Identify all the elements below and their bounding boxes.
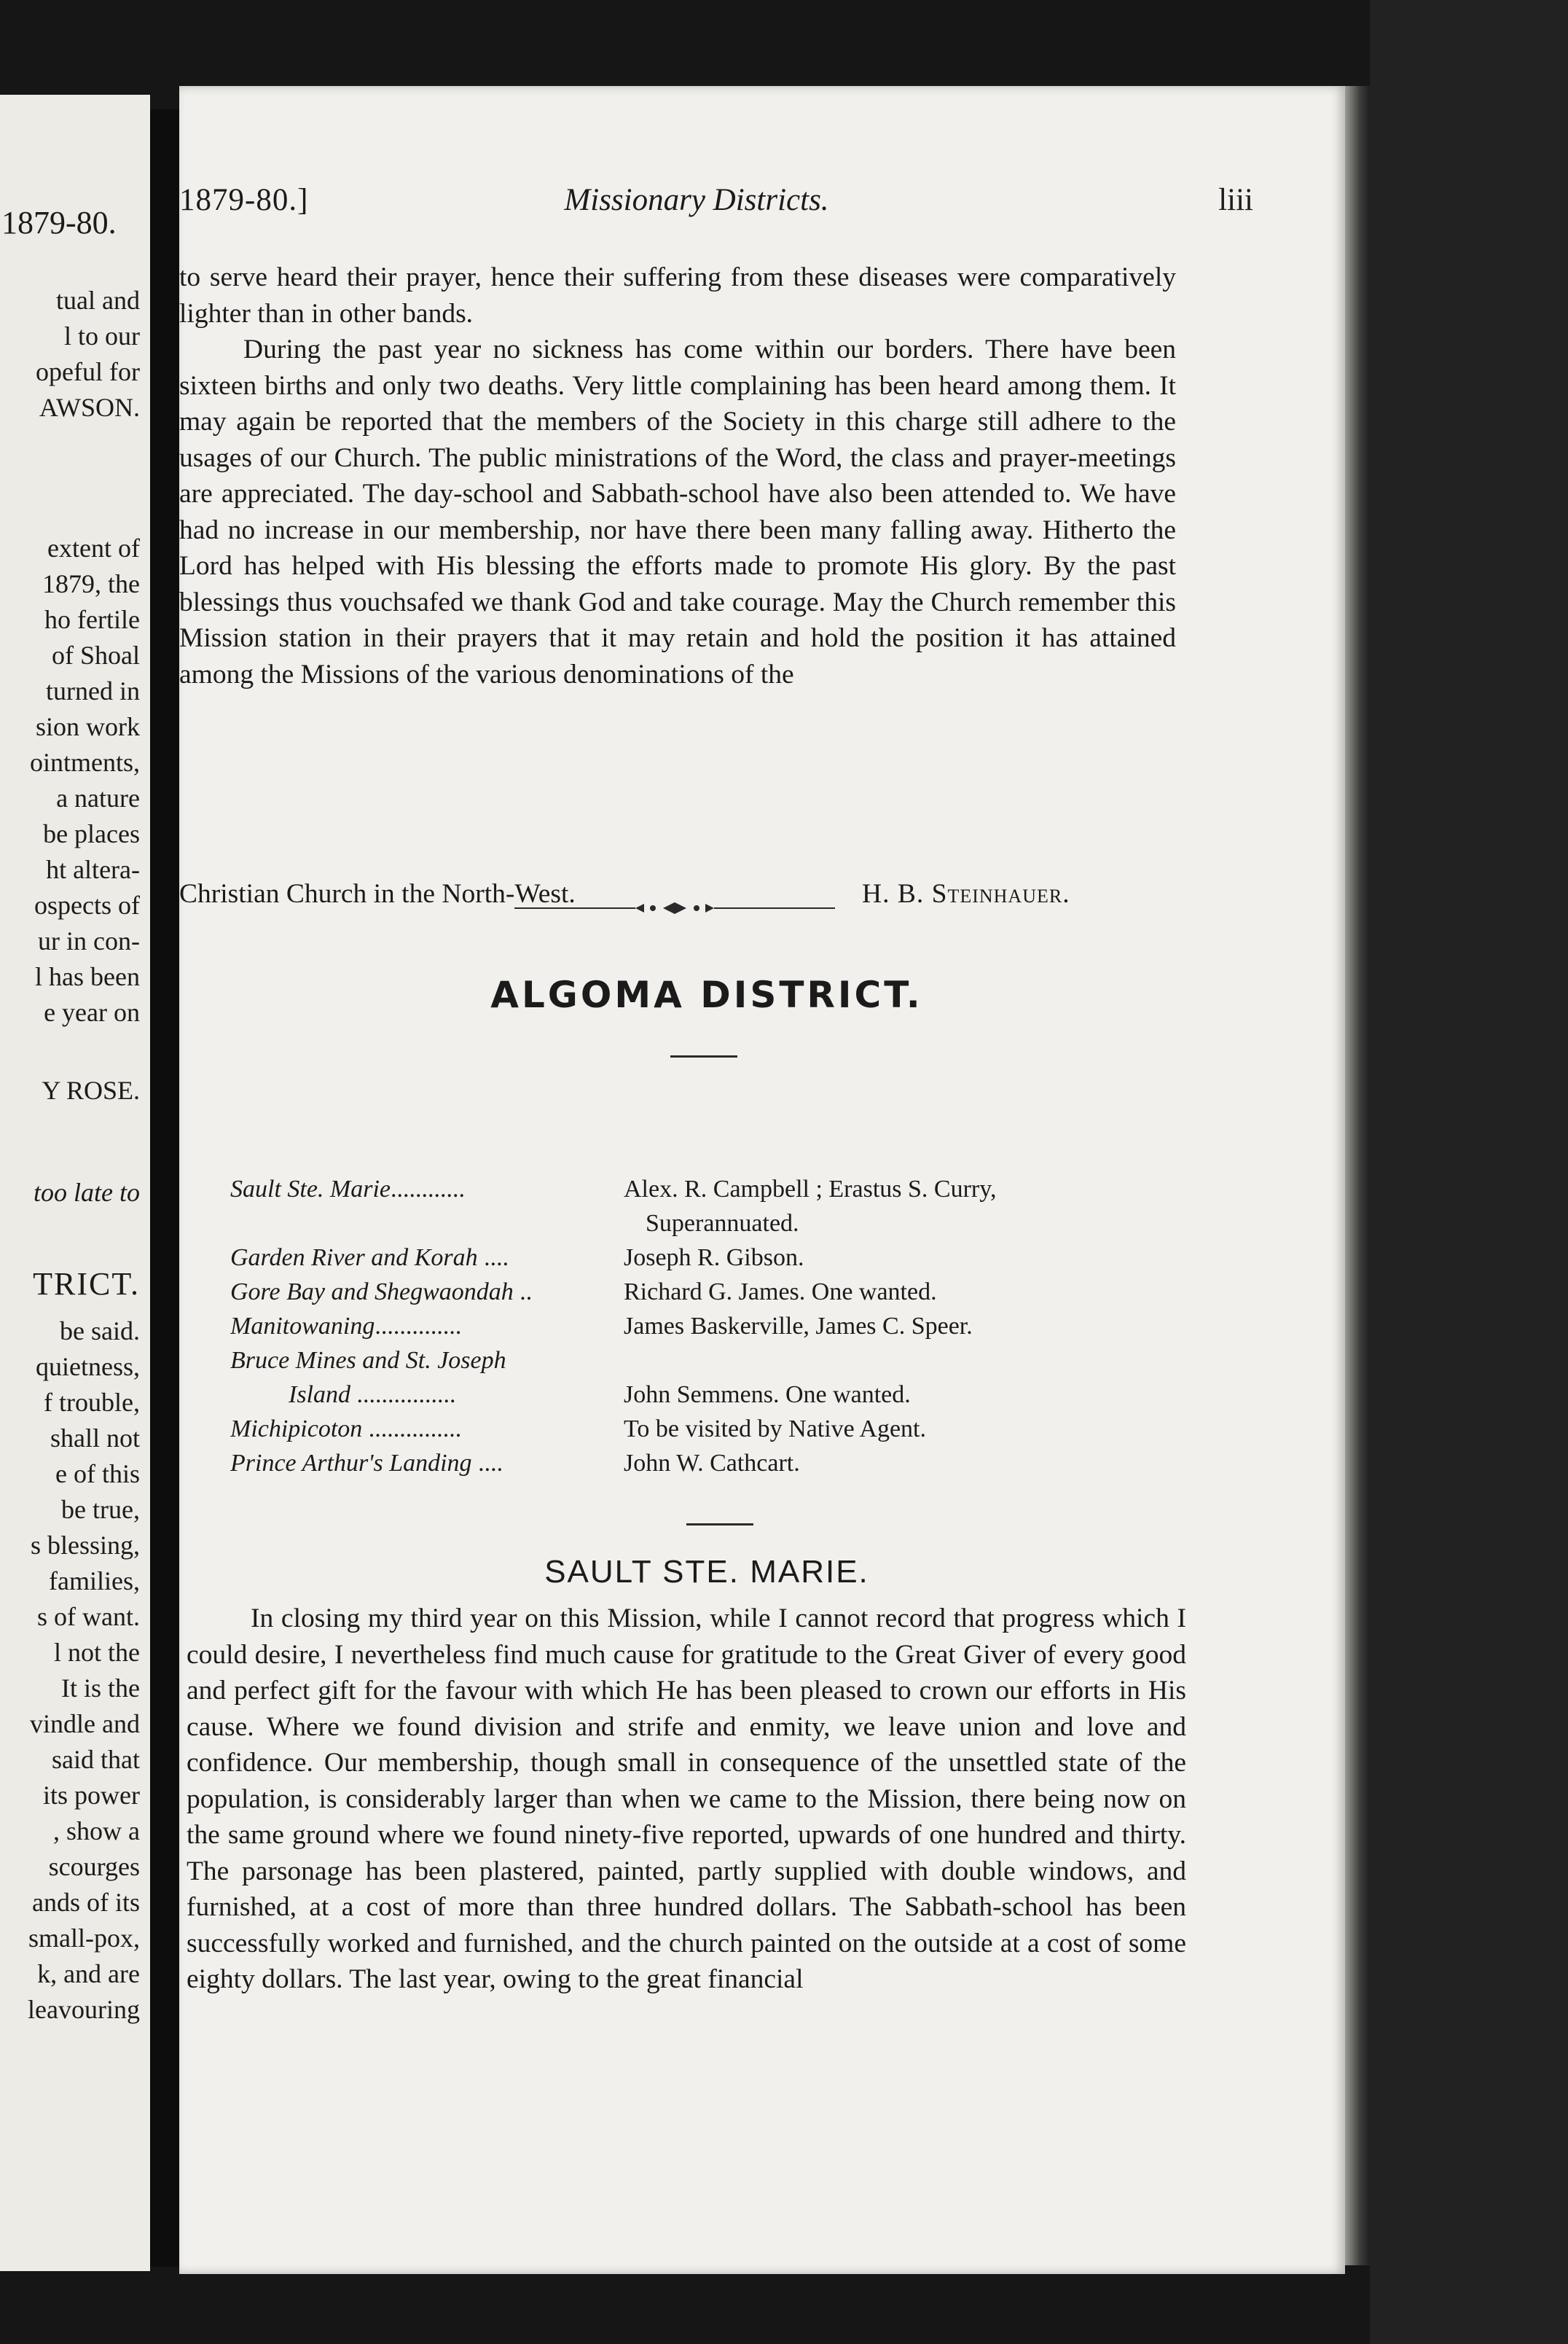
left-page-line: ht altera-: [46, 855, 140, 884]
appointment-row: [230, 1241, 1177, 1275]
appointment-place: Garden River and Korah: [230, 1244, 478, 1271]
leader-dots: ...............: [362, 1415, 462, 1442]
left-page-line: of Shoal: [52, 641, 140, 670]
left-page-line: e year on: [44, 998, 140, 1027]
divider-rule: [670, 1055, 737, 1058]
left-page-line: a nature: [56, 784, 140, 813]
left-page-line: too late to: [34, 1178, 140, 1207]
left-page-line: ho fertile: [44, 605, 140, 634]
report-last-line: Christian Church in the North-West.: [179, 879, 576, 909]
leader-dots: ..............: [375, 1313, 462, 1340]
header-title: Missionary Districts.: [564, 183, 829, 217]
left-page-line: quietness,: [36, 1352, 140, 1381]
left-page-line: AWSON.: [39, 393, 140, 422]
appointment-minister: James Baskerville, James C. Speer.: [624, 1313, 973, 1340]
leader-dots: ................: [350, 1381, 456, 1408]
appointment-row: [230, 1412, 1177, 1446]
left-page-line: its power: [43, 1781, 140, 1810]
left-page-line: sion work: [36, 712, 140, 741]
left-page-line: leavouring: [28, 1995, 140, 2024]
leader-dots: ....: [477, 1244, 509, 1271]
appointment-minister: Joseph R. Gibson.: [624, 1244, 804, 1271]
left-page-line: opeful for: [36, 357, 140, 386]
leader-dots: ............: [391, 1176, 466, 1203]
left-page-line: It is the: [61, 1673, 140, 1703]
left-page-line: TRICT.: [33, 1266, 140, 1302]
appointment-row: [230, 1172, 1177, 1206]
appointment-row: [230, 1378, 1177, 1412]
appointment-row: [230, 1206, 1177, 1241]
sault-report: [187, 1601, 1186, 1998]
appointments-list: [230, 1172, 1177, 1480]
appointment-minister: To be visited by Native Agent.: [624, 1415, 926, 1442]
left-page-line: l has been: [35, 962, 140, 991]
left-page-line: shall not: [50, 1423, 140, 1453]
left-page-line: f trouble,: [44, 1388, 140, 1417]
appointment-place: Sault Ste. Marie: [230, 1176, 391, 1203]
appointment-place: Manitowaning: [230, 1313, 375, 1340]
left-page-line: Y ROSE.: [42, 1076, 140, 1105]
left-page-line: families,: [49, 1566, 140, 1595]
left-page-line: ospects of: [34, 891, 140, 920]
left-page-line: ur in con-: [38, 926, 140, 956]
left-page-line: 1879, the: [42, 569, 140, 598]
appointment-place: Bruce Mines and St. Joseph: [230, 1347, 506, 1374]
left-page-line: s blessing,: [30, 1531, 140, 1560]
report-paragraph: During the past year no sickness has come within our borders. There have been sixteen births and only two deaths. Very little complaining has been heard among them. It may again be reported that the members of the Society in this charge still adhere to the usages of our Church. The public ministrations of the Word, the class and prayer-meetings are appreciated. The day-school and Sabbath-school have also been attended to. We have had no increase in our membership, nor have there been many falling away. Hitherto the Lord has helped with His blessing the efforts made to promote His glory. By the past blessings thus vouchsafed we thank God and take courage. May the Church remember this Mission station in their prayers that it may retain and hold the position it has attained among the Missions of the various denominations of the: [179, 335, 1176, 689]
left-page-line: extent of: [47, 534, 140, 563]
left-page-line: ands of its: [32, 1888, 140, 1917]
appointment-minister: John Semmens. One wanted.: [624, 1381, 911, 1408]
left-page-line: l to our: [64, 321, 140, 351]
appointment-place: Prince Arthur's Landing: [230, 1450, 472, 1477]
ornament-divider: [514, 901, 835, 915]
appointment-minister: John W. Cathcart.: [624, 1450, 800, 1477]
appointment-row: [230, 1343, 1177, 1378]
mission-heading: SAULT STE. MARIE.: [544, 1554, 869, 1590]
book-gutter: [150, 109, 179, 2267]
left-page-line: tual and: [56, 286, 140, 315]
left-page-line: be said.: [60, 1316, 140, 1345]
appointment-place: Island: [289, 1381, 350, 1408]
report-paragraph: In closing my third year on this Mission, while I cannot record that progress which I could desire, I nevertheless find much cause for gratitude to the Great Giver of every good and perfect gift for the favour with which He has been pleased to crown our efforts in His cause. Where we found division and strife and enmity, we leave union and love and confidence. Our membership, though small in consequence of the unsettled state of the population, is considerably larger than when we came to the Mission, there being now on the same ground where we found ninety-five reported, upwards of one hundred and thirty. The parsonage has been plastered, painted, partly supplied with double windows, and furnished, at a cost of more than three hundred dollars. The Sabbath-school has been successfully worked and furnished, and the church painted on the outside at a cost of some eighty dollars. The last year, owing to the great financial: [187, 1603, 1186, 1994]
left-page-line: vindle and: [30, 1709, 140, 1738]
header-year: 1879-80.]: [179, 183, 309, 217]
left-page-line: , show a: [53, 1816, 140, 1845]
left-page-line: k, and are: [37, 1959, 140, 1988]
divider-rule: [686, 1523, 753, 1525]
leader-dots: ....: [471, 1450, 503, 1477]
left-page-line: ointments,: [30, 748, 140, 777]
district-heading: ALGOMA DISTRICT.: [490, 974, 923, 1016]
left-page-line: be places: [43, 819, 140, 848]
appointment-minister: Superannuated.: [646, 1210, 799, 1237]
left-page-line: scourges: [48, 1852, 140, 1881]
left-page-line: e of this: [55, 1459, 140, 1488]
leader-dots: ..: [513, 1278, 533, 1305]
page-edge: [1345, 86, 1370, 2265]
steinhauer-report: [179, 259, 1176, 692]
appointment-row: [230, 1275, 1177, 1309]
left-facing-page: [0, 95, 150, 2271]
left-page-line: turned in: [46, 676, 140, 706]
appointment-minister: Richard G. James. One wanted.: [624, 1278, 937, 1305]
left-page-line: s of want.: [37, 1602, 140, 1631]
appointment-row: [230, 1309, 1177, 1343]
header-page-number: liii: [1218, 183, 1253, 217]
left-page-line: small-pox,: [28, 1923, 140, 1953]
report-paragraph: to serve heard their prayer, hence their suffering from these diseases were comparatively lighter than in other bands.: [179, 262, 1176, 329]
background-right: [1370, 0, 1568, 2344]
appointment-place: Gore Bay and Shegwaondah: [230, 1278, 514, 1305]
left-page-header: 1879-80.: [1, 205, 117, 241]
report-signature: H. B. Steinhauer.: [862, 879, 1070, 909]
left-page-line: l not the: [54, 1638, 140, 1667]
appointment-minister: Alex. R. Campbell ; Erastus S. Curry,: [624, 1176, 997, 1203]
left-page-line: be true,: [61, 1495, 140, 1524]
running-header: [179, 182, 1345, 226]
appointment-row: [230, 1446, 1177, 1480]
main-page: [179, 86, 1345, 2274]
appointment-place: Michipicoton: [230, 1415, 363, 1442]
left-page-line: said that: [52, 1745, 140, 1774]
